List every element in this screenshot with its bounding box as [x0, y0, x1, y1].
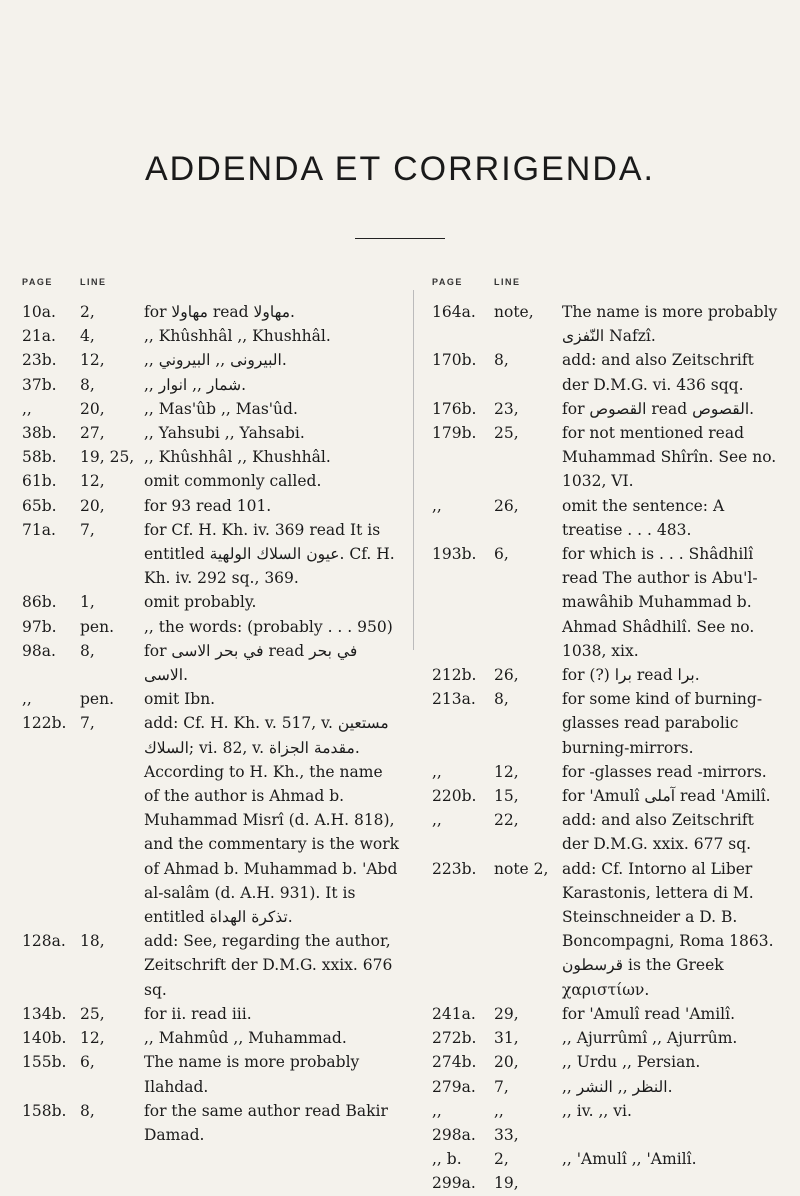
line-ref: 7,: [80, 520, 95, 539]
line-ref: 18,: [80, 932, 105, 951]
correction-text: for the same author read Bakir Damad.: [144, 1101, 388, 1144]
erratum-entry: [22, 348, 400, 372]
line-ref: 25,: [80, 1004, 105, 1023]
correction-text: The name is more probably Ilahdad.: [144, 1053, 360, 1096]
correction-text: ,, 'Amulî ,, 'Amilî.: [562, 1150, 697, 1169]
correction-text: ,, Mahmûd ,, Muhammad.: [144, 1029, 347, 1048]
page-ref: 23b.: [22, 351, 57, 370]
erratum-entry: [432, 300, 780, 348]
correction-text: for القصوص read القصوص.: [562, 399, 755, 418]
page-ref: 299a.: [432, 1174, 476, 1193]
erratum-entry: [432, 494, 780, 542]
erratum-entry: [432, 1123, 780, 1147]
page-title: ADDENDA ET CORRIGENDA.: [144, 150, 655, 188]
erratum-entry: [22, 711, 400, 929]
erratum-entry: [432, 542, 780, 663]
correction-text: ,, Khûshhâl ,, Khushhâl.: [144, 327, 331, 346]
correction-text: ,, Ajurrûmî ,, Ajurrûm.: [562, 1029, 738, 1048]
page-ref: ,,: [432, 811, 442, 830]
erratum-entry: [22, 421, 400, 445]
erratum-entry: [432, 421, 780, 494]
line-ref: 4,: [80, 327, 95, 346]
page-ref: ,,: [22, 690, 32, 709]
correction-text: for which is . . . Shâdhilî read The author is Abu'l-mawâhib Muhammad b. Ahmad Shâdhilî. See no. 1038, xix.: [562, 545, 758, 660]
line-ref: 8,: [80, 1101, 95, 1120]
page-ref: 21a.: [22, 327, 56, 346]
line-ref: 20,: [80, 496, 105, 515]
line-ref: 29,: [494, 1004, 519, 1023]
erratum-entry: [432, 397, 780, 421]
correction-text: ,, Khûshhâl ,, Khushhâl.: [144, 448, 331, 467]
erratum-entry: [22, 929, 400, 1002]
correction-text: ,, the words: (probably . . . 950): [144, 617, 393, 636]
erratum-entry: [432, 1171, 780, 1195]
line-ref: 19,: [494, 1174, 519, 1193]
page-ref: 86b.: [22, 593, 57, 612]
correction-text: for some kind of burning-glasses read parabolic burning-mirrors.: [562, 690, 763, 757]
right-page-header: PAGE: [432, 277, 463, 287]
page-ref: 298a.: [432, 1125, 476, 1144]
line-ref: note,: [494, 303, 534, 321]
correction-text: omit commonly called.: [144, 472, 322, 491]
page-ref: 274b.: [432, 1053, 477, 1072]
correction-text: [562, 1171, 780, 1195]
correction-text: ,, Urdu ,, Persian.: [562, 1053, 701, 1072]
line-ref: 8,: [494, 690, 509, 709]
line-ref: 2,: [494, 1150, 509, 1169]
line-ref: 22,: [494, 811, 519, 830]
correction-text: ,, Mas'ûb ,, Mas'ûd.: [144, 399, 298, 418]
correction-text: add: Cf. H. Kh. v. 517, v. مستعين السلاك; vi. 82, v. مقدمة الجزاة. According to H. Kh., the name of the author is Ahmad b. Muhammad Misrî (d. A.H. 818), and the commentary is the work of Ahmad b. Muhammad b. 'Abd al-salâm (d. A.H. 931). It is entitled تذكرة الهداة.: [144, 714, 400, 927]
correction-text: [562, 1123, 780, 1147]
line-ref: 8,: [80, 375, 95, 394]
erratum-entry: [22, 469, 400, 493]
line-ref: 7,: [494, 1077, 509, 1096]
correction-text: for 93 read 101.: [144, 496, 272, 515]
erratum-entry: [432, 1147, 780, 1171]
erratum-entry: [432, 857, 780, 1002]
correction-text: for مهاولا read مهاولا.: [144, 303, 295, 321]
page-ref: 37b.: [22, 375, 57, 394]
page-ref: 213a.: [432, 690, 476, 709]
line-ref: 20,: [80, 399, 105, 418]
erratum-entry: [22, 1002, 400, 1026]
correction-text: The name is more probably النّفزى Nafzî.: [562, 303, 778, 346]
page-ref: ,,: [432, 1101, 442, 1120]
line-ref: 31,: [494, 1029, 519, 1048]
page-ref: 58b.: [22, 448, 57, 467]
erratum-entry: [22, 300, 400, 324]
line-ref: pen.: [80, 690, 115, 709]
page-ref: 155b.: [22, 1053, 67, 1072]
page-ref: 158b.: [22, 1101, 67, 1120]
correction-text: add: Cf. Intorno al Liber Karastonis, lettera di M. Steinschneider a D. B. Boncompagni, Roma 1863. قرسطون is the Greek χαριστίων.: [562, 859, 774, 999]
erratum-entry: [22, 1099, 400, 1147]
line-ref: 25,: [494, 424, 519, 443]
page-ref: 65b.: [22, 496, 57, 515]
page-ref: 10a.: [22, 303, 56, 321]
erratum-entry: [432, 1026, 780, 1050]
correction-text: for Cf. H. Kh. iv. 369 read It is entitled عيون السلاك الولهية. Cf. H. Kh. iv. 292 sq., 369.: [144, 520, 395, 588]
erratum-entry: [22, 494, 400, 518]
correction-text: omit Ibn.: [144, 690, 216, 709]
erratum-entry: [22, 1050, 400, 1098]
erratum-entry: [22, 615, 400, 639]
correction-text: for ii. read iii.: [144, 1004, 252, 1023]
erratum-entry: [22, 445, 400, 469]
page-ref: 164a.: [432, 303, 476, 321]
page-ref: ,, b.: [432, 1150, 462, 1169]
correction-text: for في بحر الاسى read في بحر الاسى.: [144, 641, 358, 685]
line-ref: ,,: [494, 1101, 504, 1120]
page-ref: 140b.: [22, 1029, 67, 1048]
line-ref: 26,: [494, 666, 519, 685]
right-column: [432, 300, 780, 1196]
page-ref: 71a.: [22, 520, 56, 539]
erratum-entry: [22, 397, 400, 421]
line-ref: 19, 25,: [80, 448, 135, 467]
page-ref: 193b.: [432, 545, 477, 564]
erratum-entry: [432, 808, 780, 856]
title-rule: [355, 238, 445, 239]
page-ref: ,,: [22, 399, 32, 418]
erratum-entry: [432, 1075, 780, 1099]
line-ref: 12,: [494, 762, 519, 781]
page-ref: 220b.: [432, 787, 477, 806]
correction-text: for 'Amulî آملی read 'Amilî.: [562, 787, 771, 806]
page-ref: 97b.: [22, 617, 57, 636]
line-ref: 1,: [80, 593, 95, 612]
page-ref: 272b.: [432, 1029, 477, 1048]
correction-text: ,, شمار ,, انوار.: [144, 375, 247, 394]
erratum-entry: [432, 760, 780, 784]
page-ref: 241a.: [432, 1004, 476, 1023]
erratum-entry: [432, 784, 780, 808]
page-ref: 98a.: [22, 641, 56, 660]
page-ref: ,,: [432, 762, 442, 781]
erratum-entry: [432, 1099, 780, 1123]
page-ref: 128a.: [22, 932, 66, 951]
correction-text: ,, Yahsubi ,, Yahsabi.: [144, 424, 305, 443]
correction-text: ,, iv. ,, vi.: [562, 1101, 632, 1120]
correction-text: for 'Amulî read 'Amilî.: [562, 1004, 736, 1023]
line-ref: 7,: [80, 714, 95, 733]
erratum-entry: [432, 687, 780, 760]
correction-text: ,, النظر ,, النشر.: [562, 1077, 673, 1096]
page-ref: 170b.: [432, 351, 477, 370]
erratum-entry: [22, 518, 400, 591]
erratum-entry: [22, 324, 400, 348]
line-ref: 8,: [494, 351, 509, 370]
correction-text: for not mentioned read Muhammad Shîrîn. See no. 1032, VI.: [562, 424, 777, 491]
page-ref: 179b.: [432, 424, 477, 443]
page-ref: ,,: [432, 496, 442, 515]
page-ref: 223b.: [432, 859, 477, 878]
line-ref: 15,: [494, 787, 519, 806]
correction-text: ,, البيرونی ,, البيروني.: [144, 351, 287, 370]
line-ref: 12,: [80, 1029, 105, 1048]
correction-text: add: See, regarding the author, Zeitschrift der D.M.G. xxix. 676 sq.: [144, 932, 393, 999]
left-column: [22, 300, 400, 1147]
erratum-entry: [432, 1050, 780, 1074]
page-ref: 279a.: [432, 1077, 476, 1096]
line-ref: 33,: [494, 1125, 519, 1144]
correction-text: omit the sentence: A treatise . . . 483.: [562, 496, 725, 539]
line-ref: 12,: [80, 351, 105, 370]
line-ref: 8,: [80, 641, 95, 660]
erratum-entry: [22, 639, 400, 687]
column-divider: [413, 290, 414, 650]
erratum-entry: [432, 1002, 780, 1026]
correction-text: for -glasses read -mirrors.: [562, 762, 767, 781]
page-ref: 134b.: [22, 1004, 67, 1023]
erratum-entry: [22, 373, 400, 397]
left-line-header: LINE: [80, 277, 107, 287]
line-ref: 12,: [80, 472, 105, 491]
erratum-entry: [432, 663, 780, 687]
erratum-entry: [432, 348, 780, 396]
left-page-header: PAGE: [22, 277, 53, 287]
line-ref: 20,: [494, 1053, 519, 1072]
erratum-entry: [22, 590, 400, 614]
page-ref: 122b.: [22, 714, 67, 733]
correction-text: for (?) برا read برا.: [562, 666, 700, 685]
line-ref: 2,: [80, 303, 95, 321]
correction-text: omit probably.: [144, 593, 257, 612]
line-ref: 27,: [80, 424, 105, 443]
line-ref: 23,: [494, 399, 519, 418]
correction-text: add: and also Zeitschrift der D.M.G. vi. 436 sqq.: [562, 351, 754, 394]
erratum-entry: [22, 1026, 400, 1050]
page-ref: 212b.: [432, 666, 477, 685]
erratum-entry: [22, 687, 400, 711]
page-ref: 176b.: [432, 399, 477, 418]
page-ref: 38b.: [22, 424, 57, 443]
page-ref: 61b.: [22, 472, 57, 491]
line-ref: 6,: [494, 545, 509, 564]
line-ref: 6,: [80, 1053, 95, 1072]
right-line-header: LINE: [494, 277, 521, 287]
line-ref: note 2,: [494, 859, 549, 878]
line-ref: 26,: [494, 496, 519, 515]
correction-text: add: and also Zeitschrift der D.M.G. xxix. 677 sq.: [562, 811, 754, 854]
line-ref: pen.: [80, 617, 115, 636]
